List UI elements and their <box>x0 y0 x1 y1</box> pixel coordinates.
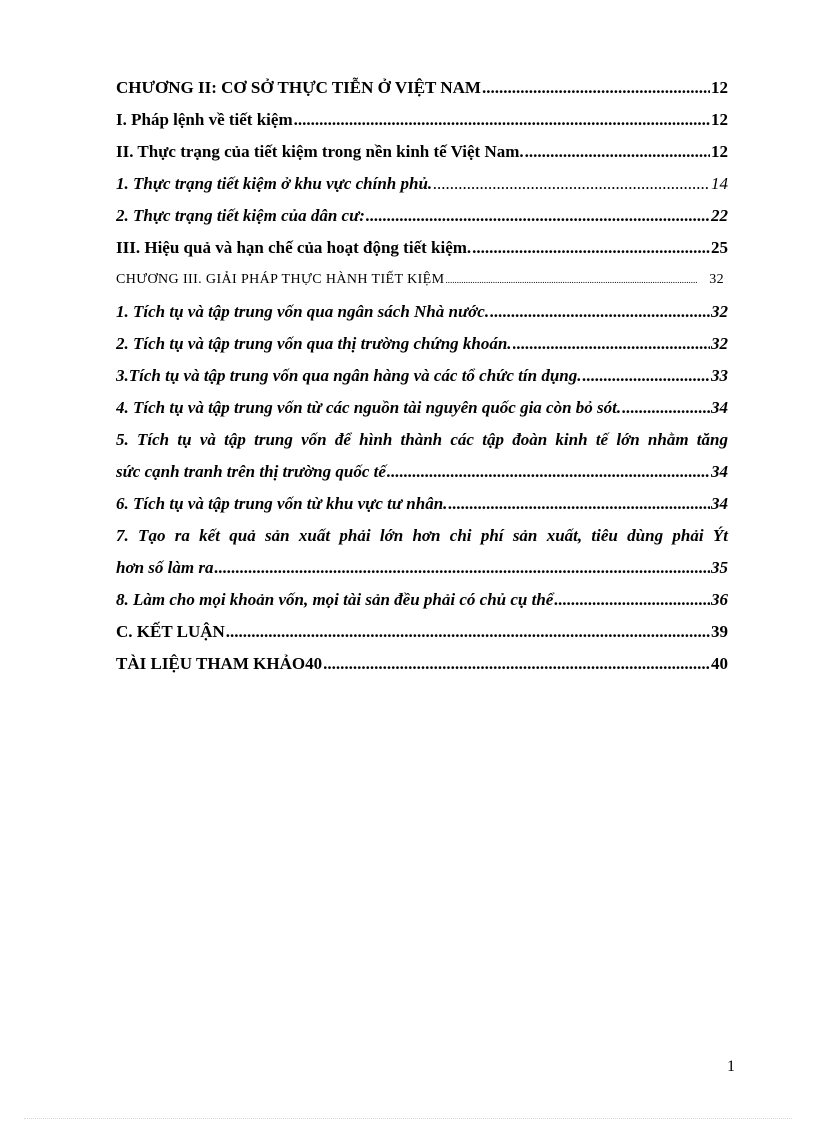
toc-entry-banks <box>116 360 728 392</box>
toc-entry-natural-resources <box>116 392 728 424</box>
dot-leader <box>226 616 710 648</box>
toc-entry-conglomerates-line2 <box>116 456 728 488</box>
toc-entry-title: 6. Tích tụ và tập trung vốn từ khu vực tư nhân. <box>116 494 448 513</box>
toc-entry-asset-ownership <box>116 584 728 616</box>
toc-entry-conglomerates-line1: 5. Tích tụ và tập trung vốn để hình thành các tập đoàn kinh tế lớn nhằm tăng <box>116 430 728 449</box>
dot-leader <box>582 360 710 392</box>
toc-entry-page: 32 <box>709 272 724 287</box>
dot-leader <box>294 104 710 136</box>
dot-leader <box>554 584 710 616</box>
toc-entry-page: 25 <box>711 238 728 257</box>
toc-entry-page: 33 <box>711 366 728 385</box>
dot-leader <box>448 488 710 520</box>
toc-entry-page: 22 <box>711 206 728 225</box>
dot-leader <box>490 296 710 328</box>
dot-leader <box>214 552 710 584</box>
toc-entry-title: TÀI LIỆU THAM KHẢO40 <box>116 654 323 673</box>
dot-leader <box>323 648 710 680</box>
toc-entry-effectiveness <box>116 232 728 264</box>
toc-entry-title: 1. Tích tụ và tập trung vốn qua ngân sách Nhà nước. <box>116 302 490 321</box>
toc-entry-savings-ordinance <box>116 104 728 136</box>
toc-entry-title: III. Hiệu quả và hạn chế của hoạt động tiết kiệm. <box>116 238 472 257</box>
toc-entry-title: II. Thực trạng của tiết kiệm trong nền kinh tế Việt Nam. <box>116 142 524 161</box>
dot-leader <box>387 456 710 488</box>
toc-entry-savings-status <box>116 136 728 168</box>
toc-entry-page: 12 <box>711 142 728 161</box>
toc-entry-page: 12 <box>711 110 728 129</box>
toc-entry-page: 14 <box>711 174 728 193</box>
toc-entry-page: 32 <box>711 302 728 321</box>
dot-leader <box>445 264 697 296</box>
dot-leader <box>433 168 710 200</box>
toc-entry-title: 3.Tích tụ và tập trung vốn qua ngân hàng và các tổ chức tín dụng. <box>116 366 582 385</box>
dot-leader <box>472 232 710 264</box>
toc-entry-title: 2. Tích tụ và tập trung vốn qua thị trường chứng khoán. <box>116 334 512 353</box>
toc-entry-title: CHƯƠNG III. GIẢI PHÁP THỰC HÀNH TIẾT KIỆM <box>116 272 445 287</box>
toc-entry-title: hơn số làm ra <box>116 558 214 577</box>
toc-entry-page: 34 <box>711 462 728 481</box>
toc-entry-chapter-3 <box>116 264 728 296</box>
toc-entry-page: 39 <box>711 622 728 641</box>
toc-entry-production-line1: 7. Tạo ra kết quả sản xuất phải lớn hơn chi phí sản xuất, tiêu dùng phải Ýt <box>116 526 728 545</box>
toc-entry-title: 1. Thực trạng tiết kiệm ở khu vực chính phủ. <box>116 174 433 193</box>
toc-entry-page: 35 <box>711 558 728 577</box>
toc-entry-page: 40 <box>711 654 728 673</box>
toc-entry-title: 2. Thực trạng tiết kiệm của dân cư: <box>116 206 365 225</box>
dot-leader <box>366 200 710 232</box>
toc-entry-references <box>116 648 728 680</box>
toc-entry-production-line2 <box>116 552 728 584</box>
toc-entry-stock-market <box>116 328 728 360</box>
toc-entry-title: C. KẾT LUẬN <box>116 622 225 641</box>
page-footer-divider <box>24 1118 792 1119</box>
toc-entry-government-savings <box>116 168 728 200</box>
toc-entry-household-savings <box>116 200 728 232</box>
toc-entry-page: 34 <box>711 494 728 513</box>
toc-entry-title: sức cạnh tranh trên thị trường quốc tế <box>116 462 386 481</box>
toc-entry-title: I. Pháp lệnh về tiết kiệm <box>116 110 293 129</box>
toc-entry-page: 32 <box>711 334 728 353</box>
toc-entry-page: 34 <box>711 398 728 417</box>
toc-entry-page: 36 <box>711 590 728 609</box>
toc-entry-chapter-2 <box>116 72 728 104</box>
dot-leader <box>513 328 710 360</box>
page-number: 1 <box>727 1058 735 1075</box>
table-of-contents <box>116 72 728 680</box>
toc-entry-title: CHƯƠNG II: CƠ SỞ THỰC TIỄN Ở VIỆT NAM <box>116 78 481 97</box>
toc-entry-state-budget <box>116 296 728 328</box>
dot-leader <box>622 392 710 424</box>
dot-leader <box>482 72 710 104</box>
dot-leader <box>525 136 710 168</box>
toc-entry-page: 12 <box>711 78 728 97</box>
toc-entry-title: 4. Tích tụ và tập trung vốn từ các nguồn tài nguyên quốc gia còn bỏ sót. <box>116 398 622 417</box>
toc-entry-private-sector <box>116 488 728 520</box>
toc-entry-conclusion <box>116 616 728 648</box>
toc-entry-title: 8. Làm cho mọi khoản vốn, mọi tài sản đều phải có chủ cụ thể <box>116 590 554 609</box>
